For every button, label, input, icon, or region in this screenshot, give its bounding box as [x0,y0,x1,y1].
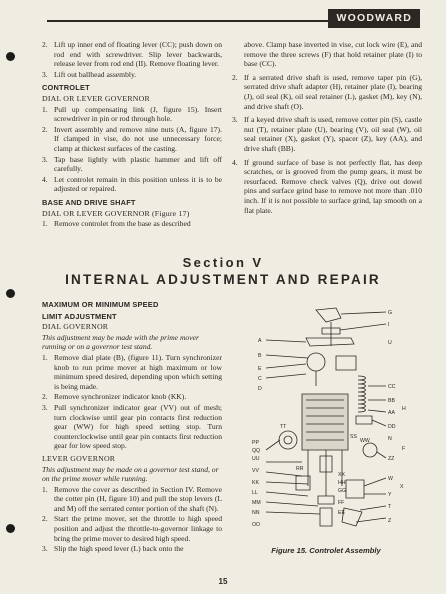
left-column-bottom [42,300,222,555]
figure-label: Y [388,492,392,498]
step-item: 1. Pull up compensating link (J, figure 15). Insert screwdriver in pin or rod through hole. [42,104,222,124]
figure-label: RR [296,466,304,472]
housing [302,394,348,450]
lever-governor-note: This adjustment may be made on a governor test stand, or on the prime mover while running. [42,464,219,484]
step-item: 2. If a serrated drive shaft is used, remove taper pin (G), serrated drive shaft adapter (H), retainer plate (I), bearing (J), oil seal (K), oil seal retainer (L), gasket (M), key (N), and drive shaft (O). [232,72,422,111]
step-item: 2. Start the prime mover, set the throttle to high speed position and adjust the throttle-to-governor linkage to bring the prime mover to desired high speed. [42,514,222,543]
figure-label: NN [252,510,260,516]
ballhead [307,353,325,371]
controlet-heading: CONTROLET [42,83,90,93]
continued-paragraph: above. Clamp base inverted in vise, cut lock wire (E), and remove the three screws (F) that hold retainer plate (I) to base (CC). [244,40,422,69]
figure-label: A [258,338,262,344]
figure-label: SS [350,434,357,440]
step-item: 1. Remove controlet from the base as described [42,219,191,229]
figure-label: C [258,376,262,382]
dial-governor-note: This adjustment may be made with the prime mover running or on a governor test stand. [42,332,199,352]
figure-label: PP [252,440,259,446]
base-subheading: DIAL OR LEVER GOVERNOR (Figure 17) [42,208,190,218]
figure-label: N [388,436,392,442]
figure-label: U [388,340,392,346]
figure-label: UU [252,456,260,462]
step-item: 3. Slip the high speed lever (L) back onto the [42,544,184,554]
spring-seat [356,416,372,424]
figure-label: D [258,386,262,392]
bracket-part [336,356,356,370]
controlet-steps [42,105,222,194]
figure-label: Z [388,518,392,524]
base-drive-shaft-heading: BASE AND DRIVE SHAFT [42,197,136,207]
base-steps [42,219,222,229]
figure-label: HH [338,480,346,486]
step-item: 2. Remove synchronizer indicator knob (KK). [42,392,187,402]
step-item: 3. Lift out ballhead assembly. [42,69,137,79]
figure-label: KK [252,480,259,486]
step-item: 4. If ground surface of base is not perfectly flat, has deep scratches, or is grooved from the pump gears, it must be resurfaced. Remove check valves (Q), drive out dowel pins and surface grind base to remove not more than .010 inch. If it is not possible to surface grind, lap smooth on a flat plate. [232,157,422,215]
drive-shaft-steps [232,73,422,215]
right-column-top [232,40,422,216]
step-item: 4. Let controlet remain in this position unless it is to be adjusted or repaired. [42,174,222,194]
controlet-assembly-figure [236,300,416,540]
figure-label: VV [252,468,259,474]
plunger [320,508,332,526]
figure-label: F [402,446,406,452]
figure-label: TT [280,424,287,430]
section-title: Section V [182,255,264,270]
step-item: 3. If a keyed drive shaft is used, remove cotter pin (S), castle nut (T), retainer plate (U), bearing (V), oil seal (W), oil seal retainer (X), gasket (Y), spacer (Z), key (AA), and drive shaft (BB). [232,115,422,153]
figure-label: WW [360,438,370,444]
left-column-top [42,40,222,230]
figure-label: X [400,484,404,490]
limit-adjustment-heading: LIMIT ADJUSTMENT [42,311,117,321]
lever-governor-subheading: LEVER GOVERNOR [42,453,116,463]
step-item: 1. Remove dial plate (B), (figure 11). Turn synchronizer knob to run prime mover at high maximum or low minimum speed desired, depending upon which setting is being made. [42,352,222,391]
binder-hole-middle [6,289,15,298]
figure-label: DD [388,424,396,430]
figure-label: G [388,310,393,316]
figure-label: OO [252,522,261,528]
figure-label: H [402,406,406,412]
dial-or-lever-subheading: DIAL OR LEVER GOVERNOR [42,93,150,103]
figure-label: I [388,322,390,328]
gear [363,443,377,457]
figure-label: LL [252,490,258,496]
figure-label: GG [338,488,347,494]
figure-label: FF [338,500,345,506]
step-item: 2. Invert assembly and remove nine nuts (A, figure 17). If clamped in vise, do not use unnecessary force; clamp at thickest surfaces of the casting. [42,124,222,153]
figure-label: BB [388,398,395,404]
figure-label: B [258,353,262,359]
ballhead-steps [42,40,222,79]
spring [358,376,366,412]
section-subtitle: INTERNAL ADJUSTMENT AND REPAIR [65,272,381,287]
woodward-logo: WOODWARD [328,9,420,28]
step-item: 3. Tap base lightly with plastic hammer and lift off carefully. [42,154,222,174]
figure-label: EE [338,510,345,516]
floating-lever [306,338,354,346]
binder-hole-top [6,52,15,61]
figure-label: ZZ [388,456,395,462]
lever-governor-steps [42,485,222,554]
step-item: 2. Lift up inner end of floating lever (CC); push down on rod end with screwdriver. Slip lever backwards, release lever from rod end (II). Remove floating lever. [42,40,222,69]
step-item: 1. Remove the cover as described in Section IV. Remove the cotter pin (H, figure 10) and pull the stop levers (L and M) off the serrated center portion of the shaft (N). [42,484,222,513]
figure-label: CC [388,384,396,390]
figure-label: XX [338,472,345,478]
figure-label: AA [388,410,395,416]
gear [279,431,297,449]
page-number: 15 [218,577,228,586]
figure-label: MM [252,500,261,506]
dial-governor-steps [42,353,222,451]
dial-governor-subheading: DIAL GOVERNOR [42,322,109,332]
figure-label: T [388,504,392,510]
binder-hole-bottom [6,524,15,533]
figure-label: QQ [252,448,261,454]
step-item: 3. Pull synchronizer indicator gear (VV) out of mesh; turn clockwise until gear pin contacts first reduction gear (WW) for high speed setting stop. Turn counterclockwise until gear pin contacts first reduction gear for low speed stop. [42,402,222,451]
figure-label: E [258,366,262,372]
figure-label: W [388,476,393,482]
speed-limit-heading: MAXIMUM OR MINIMUM SPEED [42,300,159,309]
figure-caption: Figure 15. Controlet Assembly [271,546,381,555]
lever-part [316,308,341,322]
